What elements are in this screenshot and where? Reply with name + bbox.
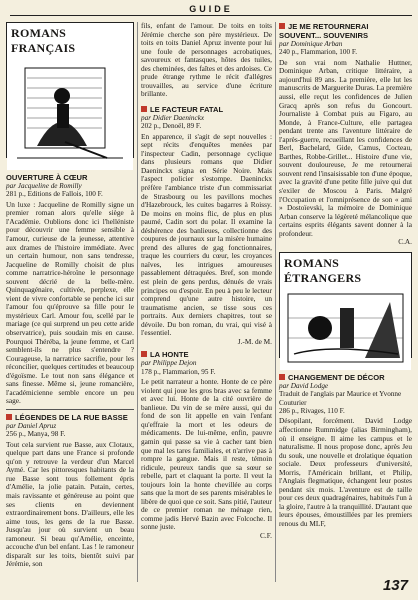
review-body: Tout cela survient rue Basse, aux Clotaux, quelque part dans une France si profonde qu'on y retrouve la verdeur d'un Marcel Aymé. Car les pittoresques habitants de la rue Basse sont tous follement épris d'Amélie, la jolie patain. Putain, certes, mais ravissante et généreuse au point que ses clients en deviennent extraordinairement bons. D'ailleurs, elle les aime tous, les gens de la rue Basse. Jusqu'au jour où survient un beau ramoneur. Si beau qu'Amélie, enceinte, accouche d'un bel enfant. Las ! le ramoneur disparaît sur les toits, bientôt suivi par Jérémie, son xyxy=(6,439,134,569)
illustration-title: ROMANS FRANÇAIS xyxy=(11,26,76,55)
review-signature: C.F. xyxy=(260,531,272,541)
review-publisher: 178 p., Flammarion, 95 F. xyxy=(141,367,216,376)
header-title: GUIDE xyxy=(189,4,233,14)
review-title: JE ME RETOURNERAI SOUVENT... SOUVENIRS xyxy=(279,22,369,40)
red-square-icon xyxy=(141,351,147,357)
review-author: par Jacqueline de Romilly xyxy=(6,182,82,190)
illustration-title: ROMANS ÉTRANGERS xyxy=(284,255,362,285)
review-signature: C.A. xyxy=(398,237,412,247)
column-divider xyxy=(137,22,138,582)
review-author: par Philippe Dejon xyxy=(141,359,197,368)
review-signature: J.-M. de M. xyxy=(237,336,272,346)
review-body: Le petit narrateur a honte. Honte de ce père violent qui joue les gros bras avec sa femme et avec lui. Honte de la cité ouvrière de banlieue. Du vin de se mère aussi, qui du fond de son lit appelle en vain l'enfant qu'effraie la mort et les odeurs de médicaments. De lui-même, enfin, pauvre gamin qui passe sa vie à cacher tant bien que mal les tares familiales, et n'arrive pas à rompre la gangue. Mais il reste, témoin ridicule, peureux tandis que sa sœur se rebelle, part et claquant la porte. Il veut la toujours loin la honte chevillée au corps sans que la mort de ses parents misérables le libère de quoi que ce soit. Sans pitié, l'auteur de ce premier roman ne ménage rien, comme jadis Hervé Bazin avec Folcoche. Il sonne juste. xyxy=(141,377,272,532)
review-author: par Dominique Arban xyxy=(279,40,343,48)
drawing-illustration xyxy=(7,58,133,170)
review-title: LE FACTEUR FATAL xyxy=(141,105,272,114)
review-translator: Traduit de l'anglais par Maurice et Yvonne Couturier xyxy=(279,390,402,407)
review-publisher: 281 p., Editions de Fallois, 100 F. xyxy=(6,190,103,199)
review-body: Un luxe : Jacqueline de Romilly signe un premier roman alors qu'elle siège à l'Académie. Oublions donc ici l'helléniste pour découvrir une femme sensible à l'amour, curieuse de la jeunesse, attentive aux drames de l'histoire immédiate. Avec un certain humour, non sans tendresse, Jacqueline de Romilly choisit de plus comme narratrice-héroïne le personnage souvent décrié de la belle-mère. Quinquagénaire, cultivée, perplexe, elle vient de vivre confortable se penche ici sur l'amour fou qu'éprouve sa fille pour le mystérieux Carl. Amour fou, scellé par le mariage (ce qui surprend un peu cette aride observatrice), puis soudain mis en cause. Pourquoi Théréba, la jeune femme, et Carl semblent-ils ne plus s'entendre ? Courageuse, la narratrice sacrifie, pour les réconcilier, quelques certitudes et beaucoup d'égoïsme. Le tout non sans élégance et sans finesse. Même si, jeune romancière, l'académicienne semble encore un peu sage. xyxy=(6,199,134,406)
review-publisher: 202 p., Denoël, 89 F. xyxy=(141,122,202,131)
column-divider xyxy=(275,22,276,582)
review-meta xyxy=(6,182,134,199)
review-meta xyxy=(279,382,412,416)
review-body: En apparence, il s'agit de sept nouvelles : sept récits d'enquêtes menées par l'inspecteur Cadin, personnage cyclique dans plusieurs romans que Didier Daeninckx signa en Série Noire. Mais l'aspect policier s'estompe. Daeninckx préfère l'ambiance triste d'un commissariat de Strasbourg ou les pavillons moches d'Hazebrouck, les cuites bagarres à Roissy. De moins en moins flic, de plus en plus paumé, Cadin sort du polar. Il examine la déshérence des banlieues, collectionne des coupures de journaux sur la misère humaine prend des allures de gag fonctionnaires, traque les courriers du cœur, les croyances naïves, les intrigues amoureuses passablement détraquées. Bref, son monde est plein de gens perdus, dénués de vrais principes ou d'espoir. En peu à peu le lecteur comprend qu'une autre histoire, un traumatisme ancien, se tisse sous ces portraits. Aux derniers chapitres, tout se dévoile. Du bon roman, du vrai, qui visé à l'essentiel. xyxy=(141,131,272,338)
drawing-illustration xyxy=(280,288,411,370)
review-title: CHANGEMENT DE DÉCOR xyxy=(279,373,412,382)
review-publisher: 256 p., Manya, 98 F. xyxy=(6,430,66,439)
review-meta xyxy=(279,40,412,57)
review-title: LA HONTE xyxy=(141,350,272,359)
review-title: LÉGENDES DE LA RUE BASSE xyxy=(6,413,134,422)
review-meta xyxy=(141,114,272,131)
page-header xyxy=(10,4,412,16)
red-square-icon xyxy=(141,106,147,112)
illustration-romans-francais xyxy=(6,22,134,158)
review-meta xyxy=(6,422,134,439)
column-1 xyxy=(6,22,134,569)
column-2 xyxy=(141,22,272,541)
review-meta xyxy=(141,359,272,376)
review-publisher: 240 p., Flammarion, 100 F. xyxy=(279,48,358,57)
review-title: OUVERTURE À CŒUR xyxy=(6,173,88,182)
illustration-romans-etrangers xyxy=(279,252,412,358)
review-author: par Didier Daeninckx xyxy=(141,113,205,122)
review-body: Désopilant, forcément. David Lodge affectionne Rummidge (alias Birmingham), où il enseigne. Il aime les campus et le naturalisme. Il nous propose donc, après Jeu du souk, une nouvelle et drolatique équation sociale. Deux professeurs d'université, Morris, l'Américain brillant, et Philip, l'Anglais flegmatique, échangent leur postes pendant six mois. L'aventure est de taille pour ces deux quadragénaires, habitués l'un à la gloire, l'autre à la tranquillité. D'autant que leurs épouses, émoustillées par les premiers renous du MLF, xyxy=(279,416,412,528)
column-3 xyxy=(279,22,412,529)
page-number: 137 xyxy=(382,577,408,594)
review-author: par Daniel Apruz xyxy=(6,421,57,430)
red-square-icon xyxy=(6,414,12,420)
review-author: par David Lodge xyxy=(279,381,329,390)
continued-text: fils, enfant de l'amour. De toits en toits Jérémie cherche son père mystérieux. De toits en toits Daniel Apruz invente pour lui une foule de personnages acrobatiques, savoureux et fantasques, hôtes des tuiles, des cheminées, des faîtes et des ardoises. Ce prude étrange rythme le récit d'allégres trouvailles, au service d'une écriture brillante. xyxy=(141,21,272,99)
review-publisher: 286 p., Rivages, 110 F. xyxy=(279,407,345,416)
red-square-icon xyxy=(279,23,285,29)
divider xyxy=(6,409,134,410)
review-body: De son vrai nom Nathalie Huttner, Dominique Arban, critique littéraire, a aujourd'hui 89 ans. La première, elle lut les manuscrits de Marguerite Duras. La première aussi, elle reçut les confidences de Julien Gracq après son refus du Goncourt. Journaliste à Combat puis au Figaro, au Monde, à France-Culture, elle partagea pendant trente ans l'aventure littéraire de l'après-guerre, recueillant les confidences de Berl, Bachelard, Gide, Camus, Cocteau, Barthes, Robbe-Grillet... Histoire d'une vie, souvent douloureuse, Je me retournerai souvent rend l'insaisissable ton d'une époque, avec la gravité d'une petite fille juive qui dut s'exiler de Moscou à Paris. Malgré l'Occupation et l'omniprésence de son « ami » Dostoïevski, la mémoire de Dominique Arban conserve la légèreté mélancolique que certains esprits élégants savent donner à la profondeur. xyxy=(279,57,412,238)
